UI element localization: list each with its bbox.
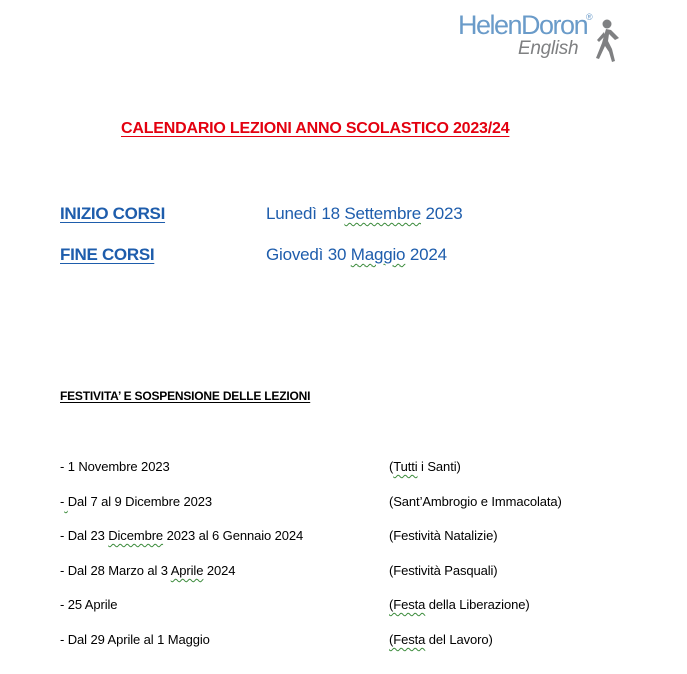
logo-brand-text: HelenDoron	[458, 10, 588, 40]
walking-figure-icon	[590, 18, 624, 64]
holiday-date: - Dal 23 Dicembre 2023 al 6 Gennaio 2024	[60, 528, 304, 543]
page-title: CALENDARIO LEZIONI ANNO SCOLASTICO 2023/24	[121, 120, 510, 137]
holiday-name: (Festività Pasquali)	[389, 563, 498, 578]
holiday-name: (Festa della Liberazione)	[389, 597, 530, 612]
holiday-date: - 1 Novembre 2023	[60, 459, 170, 474]
helen-doron-logo	[456, 12, 626, 64]
holidays-heading: FESTIVITA’ E SOSPENSIONE DELLE LEZIONI	[60, 389, 311, 403]
holiday-name: (Tutti i Santi)	[389, 459, 461, 474]
holiday-date: - Dal 28 Marzo al 3 Aprile 2024	[60, 563, 236, 578]
course-end-date: Giovedì 30 Maggio 2024	[266, 245, 447, 264]
logo-subtitle: English	[518, 38, 579, 59]
logo-registered-mark: ®	[586, 12, 593, 22]
holiday-date: - 25 Aprile	[60, 597, 118, 612]
holiday-name: (Festività Natalizie)	[389, 528, 498, 543]
holiday-name: (Festa del Lavoro)	[389, 632, 493, 647]
holiday-date: - Dal 7 al 9 Dicembre 2023	[60, 494, 213, 509]
holiday-date: - Dal 29 Aprile al 1 Maggio	[60, 632, 210, 647]
course-start-label: INIZIO CORSI	[60, 204, 166, 223]
spellcheck-mark: Maggio	[350, 245, 406, 264]
course-start-date: Lunedì 18 Settembre 2023	[266, 204, 463, 223]
holiday-name: (Sant’Ambrogio e Immacolata)	[389, 494, 562, 509]
spellcheck-mark: Settembre	[344, 204, 421, 223]
course-end-label: FINE CORSI	[60, 245, 155, 264]
